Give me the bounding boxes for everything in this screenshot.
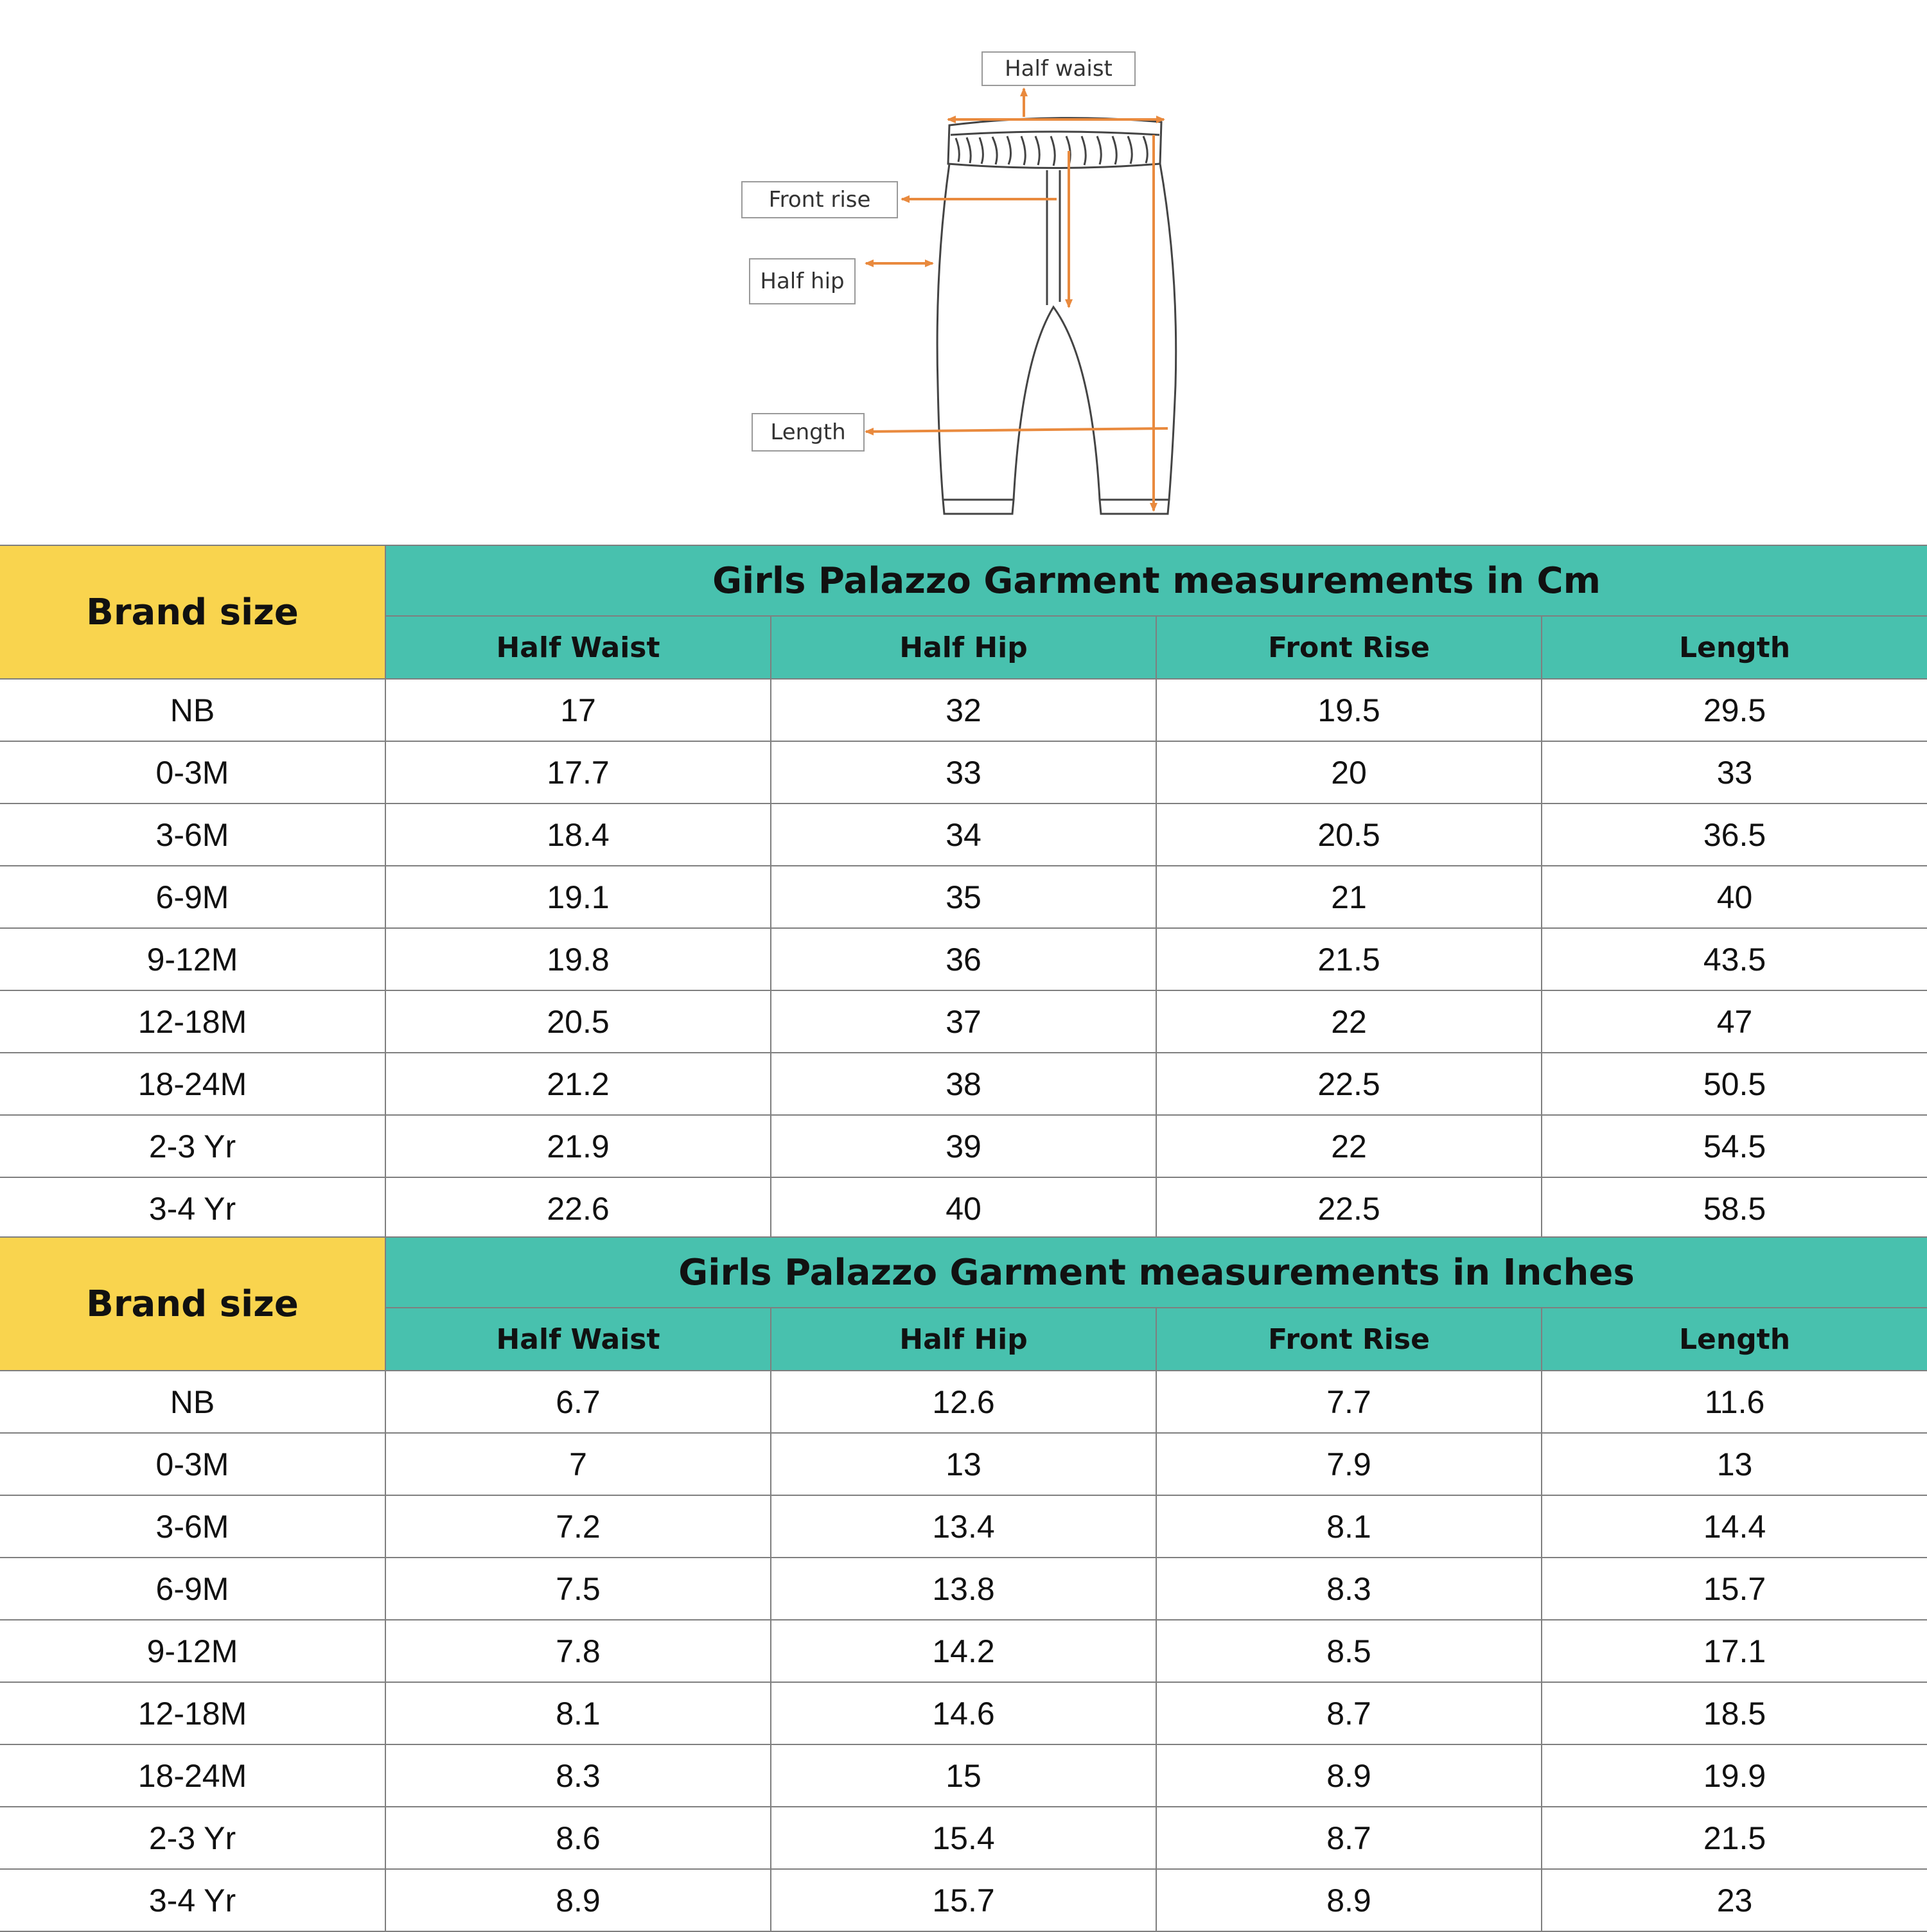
half-hip-cell: 15.4 [771, 1807, 1156, 1869]
half-hip-cell: 33 [771, 741, 1156, 804]
measurement-diagram [0, 0, 1927, 546]
half-waist-label: Half waist [981, 51, 1136, 86]
half-hip-cell: 34 [771, 804, 1156, 866]
half-hip-label: Half hip [749, 258, 856, 304]
half-waist-cell: 20.5 [385, 990, 771, 1053]
column-header-half-waist: Half Waist [385, 1308, 771, 1371]
brand-size-cell: 3-6M [0, 1495, 385, 1558]
table-row [0, 1744, 1927, 1807]
brand-size-cell: 0-3M [0, 741, 385, 804]
front-rise-cell: 8.7 [1156, 1682, 1542, 1744]
length-cell: 14.4 [1542, 1495, 1927, 1558]
table-row [0, 990, 1927, 1053]
length-cell: 54.5 [1542, 1115, 1927, 1177]
table-title-row [0, 1237, 1927, 1308]
half-waist-cell: 7.5 [385, 1558, 771, 1620]
half-waist-cell: 8.1 [385, 1682, 771, 1744]
half-hip-cell: 12.6 [771, 1371, 1156, 1433]
half-hip-cell: 15.7 [771, 1869, 1156, 1931]
length-cell: 17.1 [1542, 1620, 1927, 1682]
front-rise-cell: 8.7 [1156, 1807, 1542, 1869]
length-cell: 13 [1542, 1433, 1927, 1495]
length-cell: 29.5 [1542, 679, 1927, 741]
half-hip-cell: 13.8 [771, 1558, 1156, 1620]
length-cell: 43.5 [1542, 928, 1927, 990]
front-rise-cell: 21 [1156, 866, 1542, 928]
front-rise-label: Front rise [741, 181, 898, 218]
table-row [0, 866, 1927, 928]
front-rise-cell: 8.1 [1156, 1495, 1542, 1558]
column-header-front-rise: Front Rise [1156, 616, 1542, 679]
table-title-row [0, 545, 1927, 616]
column-header-front-rise: Front Rise [1156, 1308, 1542, 1371]
half-hip-cell: 14.2 [771, 1620, 1156, 1682]
front-rise-cell: 22.5 [1156, 1053, 1542, 1115]
half-waist-cell: 19.1 [385, 866, 771, 928]
front-rise-cell: 20.5 [1156, 804, 1542, 866]
column-header-half-waist: Half Waist [385, 616, 771, 679]
front-rise-cell: 8.3 [1156, 1558, 1542, 1620]
brand-size-cell: NB [0, 679, 385, 741]
front-rise-cell: 21.5 [1156, 928, 1542, 990]
column-header-length: Length [1542, 616, 1927, 679]
brand-size-cell: NB [0, 1371, 385, 1433]
half-waist-cell: 22.6 [385, 1177, 771, 1240]
table-row [0, 1371, 1927, 1433]
half-waist-cell: 18.4 [385, 804, 771, 866]
half-hip-cell: 39 [771, 1115, 1156, 1177]
column-header-half-hip: Half Hip [771, 616, 1156, 679]
length-cell: 40 [1542, 866, 1927, 928]
brand-size-header: Brand size [0, 545, 385, 679]
table-row [0, 1558, 1927, 1620]
front-rise-cell: 19.5 [1156, 679, 1542, 741]
half-waist-cell: 8.9 [385, 1869, 771, 1931]
table-row [0, 1115, 1927, 1177]
length-label: Length [752, 413, 865, 452]
length-cell: 19.9 [1542, 1744, 1927, 1807]
front-rise-cell: 22 [1156, 990, 1542, 1053]
length-cell: 36.5 [1542, 804, 1927, 866]
half-hip-cell: 37 [771, 990, 1156, 1053]
half-waist-cell: 7.2 [385, 1495, 771, 1558]
half-hip-cell: 40 [771, 1177, 1156, 1240]
length-cell: 18.5 [1542, 1682, 1927, 1744]
front-rise-cell: 7.9 [1156, 1433, 1542, 1495]
brand-size-cell: 3-6M [0, 804, 385, 866]
pants-illustration [0, 0, 1927, 546]
table-row [0, 1053, 1927, 1115]
front-rise-cell: 22 [1156, 1115, 1542, 1177]
pants-outline [937, 118, 1176, 514]
brand-size-cell: 18-24M [0, 1053, 385, 1115]
brand-size-cell: 3-4 Yr [0, 1869, 385, 1931]
brand-size-cell: 2-3 Yr [0, 1807, 385, 1869]
half-hip-cell: 32 [771, 679, 1156, 741]
brand-size-header: Brand size [0, 1237, 385, 1371]
table-row [0, 1495, 1927, 1558]
column-header-half-hip: Half Hip [771, 1308, 1156, 1371]
front-rise-cell: 8.5 [1156, 1620, 1542, 1682]
half-waist-cell: 19.8 [385, 928, 771, 990]
brand-size-cell: 12-18M [0, 1682, 385, 1744]
brand-size-cell: 12-18M [0, 990, 385, 1053]
half-waist-cell: 21.2 [385, 1053, 771, 1115]
table-row [0, 1682, 1927, 1744]
half-hip-cell: 13.4 [771, 1495, 1156, 1558]
half-waist-cell: 7.8 [385, 1620, 771, 1682]
half-hip-cell: 13 [771, 1433, 1156, 1495]
table-row [0, 679, 1927, 741]
table-row [0, 804, 1927, 866]
half-hip-cell: 35 [771, 866, 1156, 928]
half-hip-cell: 14.6 [771, 1682, 1156, 1744]
brand-size-cell: 9-12M [0, 1620, 385, 1682]
half-waist-cell: 17 [385, 679, 771, 741]
front-rise-cell: 22.5 [1156, 1177, 1542, 1240]
length-cell: 58.5 [1542, 1177, 1927, 1240]
table-row [0, 1869, 1927, 1931]
column-header-length: Length [1542, 1308, 1927, 1371]
half-hip-cell: 15 [771, 1744, 1156, 1807]
brand-size-cell: 6-9M [0, 866, 385, 928]
half-waist-cell: 8.3 [385, 1744, 771, 1807]
table-row [0, 1177, 1927, 1240]
length-cell: 21.5 [1542, 1807, 1927, 1869]
brand-size-cell: 18-24M [0, 1744, 385, 1807]
table-row [0, 741, 1927, 804]
length-cell: 50.5 [1542, 1053, 1927, 1115]
front-rise-cell: 8.9 [1156, 1744, 1542, 1807]
table-row [0, 928, 1927, 990]
front-rise-cell: 20 [1156, 741, 1542, 804]
brand-size-cell: 3-4 Yr [0, 1177, 385, 1240]
brand-size-cell: 6-9M [0, 1558, 385, 1620]
half-waist-cell: 7 [385, 1433, 771, 1495]
table-title: Girls Palazzo Garment measurements in Cm [385, 545, 1927, 616]
brand-size-cell: 2-3 Yr [0, 1115, 385, 1177]
table-row [0, 1433, 1927, 1495]
cm-measurements-table [0, 545, 1927, 1240]
half-hip-cell: 36 [771, 928, 1156, 990]
table-row [0, 1620, 1927, 1682]
length-cell: 15.7 [1542, 1558, 1927, 1620]
half-waist-cell: 6.7 [385, 1371, 771, 1433]
inches-measurements-table [0, 1236, 1927, 1932]
half-waist-cell: 17.7 [385, 741, 771, 804]
table-row [0, 1807, 1927, 1869]
half-waist-cell: 8.6 [385, 1807, 771, 1869]
half-hip-cell: 38 [771, 1053, 1156, 1115]
brand-size-cell: 9-12M [0, 928, 385, 990]
length-cell: 11.6 [1542, 1371, 1927, 1433]
length-cell: 47 [1542, 990, 1927, 1053]
front-rise-cell: 8.9 [1156, 1869, 1542, 1931]
half-waist-cell: 21.9 [385, 1115, 771, 1177]
length-cell: 33 [1542, 741, 1927, 804]
brand-size-cell: 0-3M [0, 1433, 385, 1495]
length-cell: 23 [1542, 1869, 1927, 1931]
table-title: Girls Palazzo Garment measurements in Inches [385, 1237, 1927, 1308]
front-rise-cell: 7.7 [1156, 1371, 1542, 1433]
